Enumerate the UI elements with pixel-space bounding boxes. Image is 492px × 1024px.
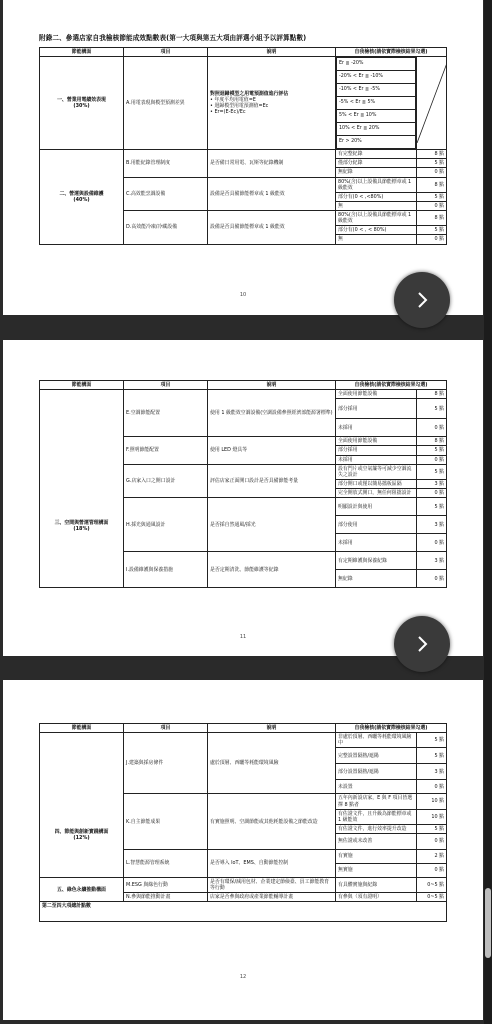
option-label[interactable]: 五年內新設店家，E 與 F 項目皆選擇 8 點者 [336,794,417,809]
option-points: 5 點 [417,733,447,748]
document-page-12 [3,680,483,1020]
option-label[interactable]: 設有門片或空氣簾等可減少空調流失之設計 [336,464,417,479]
description-cell: 有實施照明、空調節能或其他耗能設備之節能改造 [208,794,336,850]
item-cell: H.採光與通風設計 [124,498,208,552]
checklist-table-page-12 [39,723,447,922]
option-label[interactable]: 部分採用 [336,446,417,455]
appendix-heading: 附錄二、參選店家自我檢核節能成效點數表(第一大項與第五大項由評選小組予以評算點數) [39,34,307,42]
option-points: 5 點 [417,192,447,201]
option-points: 8 點 [417,437,447,446]
dimension-cell: 二、營運與設備維護 (40%) [40,150,124,244]
table-row [40,390,447,399]
option-points: 0~5 點 [417,893,447,902]
description-cell: 是否採自然通風/採光 [208,498,336,552]
option-points: 0 點 [417,455,447,464]
header-item: 項目 [124,381,208,390]
item-cell: C.高效能烹調設備 [124,177,208,211]
option-points: 10 點 [417,809,447,824]
option-points: 5 點 [417,226,447,235]
option-label[interactable]: 全面使用節能設備 [336,390,417,399]
option-label[interactable]: 有佐證文件，且升級為節能標章或 1 級能效 [336,809,417,824]
total-row [40,902,447,922]
chevron-right-icon [412,290,432,310]
option-label[interactable]: 未採用 [336,455,417,464]
option-points: 5 點 [417,824,447,833]
scrollbar-thumb[interactable] [485,888,491,958]
range-option[interactable]: 10% < Er ≦ 20% [337,123,416,136]
page-number: 12 [239,974,247,980]
description-cell: 是否定期清洗、節能維護等紀錄 [208,552,336,588]
option-label[interactable]: 無佐證或未改善 [336,834,417,850]
option-label[interactable]: 部分開口或僅以簡易擋板區隔 [336,479,417,488]
diagonal-cell [417,57,447,150]
bullet-item: • 迴歸模型用電預測值=Ec [210,103,269,110]
header-item: 項目 [124,48,208,57]
option-points: 5 點 [417,446,447,455]
option-points: 8 點 [417,211,447,226]
option-label[interactable]: 無紀錄 [336,168,417,177]
table-row [40,150,447,159]
description-cell: 設備是否具備節能標章或 1 級能效 [208,211,336,245]
page-number: 11 [239,634,247,640]
option-points: 0 點 [417,780,447,794]
item-cell: E.空調節能配置 [124,390,208,437]
item-cell: K.自主節能成果 [124,794,208,850]
option-points: 5 點 [417,498,447,516]
range-option[interactable]: -20% < Er ≦ -10% [337,71,416,84]
table-row [40,464,447,479]
option-points: 3 點 [417,516,447,534]
dimension-cell: 五、綠色永續推動構面 [40,878,124,902]
description-cell: 對照迴歸模型之用電預測值進行評估 • 年度平均用電值=E • 迴歸模型用電預測值=Ec • Er=(E-Ec)/Ec [208,57,336,150]
option-label[interactable]: 有完整紀錄 [336,150,417,159]
bullet-item: • Er=(E-Ec)/Ec [210,109,246,116]
option-label[interactable]: 無紀錄 [336,570,417,588]
option-label[interactable]: 無實施 [336,864,417,878]
option-points: 0 點 [417,834,447,850]
option-points: 8 點 [417,150,447,159]
next-page-button[interactable] [394,272,450,328]
option-label[interactable]: 80%(含)以上設備具節能標章或 1 級能效 [336,177,417,192]
item-cell: B.用能紀錄管理制度 [124,150,208,177]
option-label[interactable]: 無 [336,235,417,244]
option-points: 3 點 [417,552,447,570]
table-row [40,794,447,809]
description-cell: 店家是否參與政府或產業節能輔導計畫 [208,893,336,902]
error-range-cell [336,57,417,150]
option-points: 5 點 [417,399,447,419]
range-option[interactable]: 5% < Er ≦ 10% [337,110,416,123]
option-label[interactable]: 部分有(0 < ,<80%) [336,192,417,201]
description-cell: 使用 LED 燈具等 [208,437,336,464]
option-points: 8 點 [417,390,447,399]
table-header-row [40,381,447,390]
item-cell: N.參與節能推動計畫 [124,893,208,902]
header-self-check: 自我檢核(請依實際檢核結果勾選) [336,381,447,390]
option-points: 3 點 [417,764,447,780]
option-points: 5 點 [417,748,447,764]
description-cell: 處於頂層、西曬等耗能環境風險 [208,733,336,794]
option-points: 0 點 [417,864,447,878]
range-option[interactable]: Er > 20% [337,136,416,149]
option-points: 2 點 [417,850,447,864]
option-points: 0~5 點 [417,878,447,893]
diagonal-line-icon [417,63,447,143]
header-description: 說明 [208,724,336,733]
option-label[interactable]: 全面使用節能設備 [336,437,417,446]
item-cell: G.店家入口之開口設計 [124,464,208,498]
document-page-10 [3,0,483,315]
option-points: 0 點 [417,419,447,437]
range-option[interactable]: -5% < Er ≦ 5% [337,97,416,110]
item-cell: A.用電表現與模型預測差異 [124,57,208,150]
option-label[interactable]: 有參與（須有證明） [336,893,417,902]
description-cell: 評估店家正面開口設計是否具備節能考量 [208,464,336,498]
option-points: 5 點 [417,464,447,479]
dimension-cell-empty [40,390,124,465]
option-points: 3 點 [417,479,447,488]
description-cell: 使用 1 級能效空調設備(空調設備參照經濟部能源署標準) [208,390,336,437]
header-description: 說明 [208,381,336,390]
option-label[interactable]: 未設置 [336,780,417,794]
table-header-row [40,48,447,57]
header-self-check: 自我檢核(請依實際檢核結果勾選) [336,724,447,733]
next-page-button[interactable] [394,616,450,672]
document-page-11 [3,340,483,656]
description-cell: 設備是否具備節能標章或 1 級能效 [208,177,336,211]
description-cell: 是否有環保/減用包材、企業建定節儉臺、員工節能教育等行動 [208,878,336,893]
total-label: 第二至四大項總計點數 [40,902,447,922]
header-item: 項目 [124,724,208,733]
option-points: 0 點 [417,168,447,177]
option-label[interactable]: 非處於頂層、西曬等耗能環境風險中 [336,733,417,748]
item-cell: J.建築與採房條件 [124,733,208,794]
header-dimension: 節能構面 [40,724,124,733]
vertical-scrollbar[interactable] [484,0,492,1024]
item-cell: I.設備維護與保養措施 [124,552,208,588]
option-label[interactable]: 有佐證文件，進行效率提升改造 [336,824,417,833]
option-label[interactable]: 部分使用 [336,516,417,534]
option-points: 8 點 [417,177,447,192]
checklist-table-page-10 [39,47,447,245]
option-label[interactable]: 明顯設計與使用 [336,498,417,516]
page-number: 10 [239,292,247,298]
header-self-check: 自我檢核(請依實際檢核結果勾選) [336,48,447,57]
option-points: 0 點 [417,201,447,210]
option-points: 0 點 [417,235,447,244]
dimension-cell: 四、節能與創新實踐構面 (12%) [40,794,124,878]
option-label[interactable]: 有定期維護與保養紀錄 [336,552,417,570]
option-label[interactable]: 部分有(0 < , < 80%) [336,226,417,235]
option-points: 0 點 [417,489,447,498]
option-label[interactable]: 部分設置隔熱/遮陽 [336,764,417,780]
option-points: 5 點 [417,159,447,168]
header-description: 說明 [208,48,336,57]
item-cell: L.智慧能源管理系統 [124,850,208,878]
item-cell: F.照明節能配置 [124,437,208,464]
option-label[interactable]: 部分採用 [336,399,417,419]
option-label[interactable]: 無 [336,201,417,210]
header-dimension: 節能構面 [40,48,124,57]
option-label[interactable]: 未採用 [336,534,417,552]
dimension-cell: 三、空間與營運管理構面 (18%) [40,464,124,588]
option-points: 0 點 [417,534,447,552]
option-label[interactable]: 有具體實施與紀錄 [336,878,417,893]
description-cell: 是否導入 IoT、EMS、自動節能控制 [208,850,336,878]
option-label[interactable]: 未採用 [336,419,417,437]
range-option[interactable]: Er ≦ -20% [337,58,416,71]
table-row [40,733,447,748]
item-cell: D.高效能冷凍/冷藏設備 [124,211,208,245]
description-cell: 是否備日常用電、瓦斯等紀錄機制 [208,150,336,177]
range-option[interactable]: -10% < Er ≦ -5% [337,84,416,97]
item-cell: M.ESG 與綠色行動 [124,878,208,893]
table-row [40,57,447,150]
dimension-cell: 一、營業用電績效表現 (30%) [40,57,124,150]
table-row [40,878,447,893]
dimension-cell-empty [40,733,124,794]
option-points: 10 點 [417,794,447,809]
chevron-right-icon [412,634,432,654]
option-label[interactable]: 完整設置隔熱/遮陽 [336,748,417,764]
header-dimension: 節能構面 [40,381,124,390]
error-range-list [336,57,416,149]
option-label[interactable]: 80%(含)以上設備具節能標章或 1 級能效 [336,211,417,226]
option-label[interactable]: 僅部分紀錄 [336,159,417,168]
bullet-item: • 年度平均用電值=E [210,97,256,103]
option-label[interactable]: 完全開放式開口，無任何阻擋設計 [336,489,417,498]
option-points: 0 點 [417,570,447,588]
option-label[interactable]: 有實施 [336,850,417,864]
checklist-table-page-11 [39,380,447,588]
table-header-row [40,724,447,733]
